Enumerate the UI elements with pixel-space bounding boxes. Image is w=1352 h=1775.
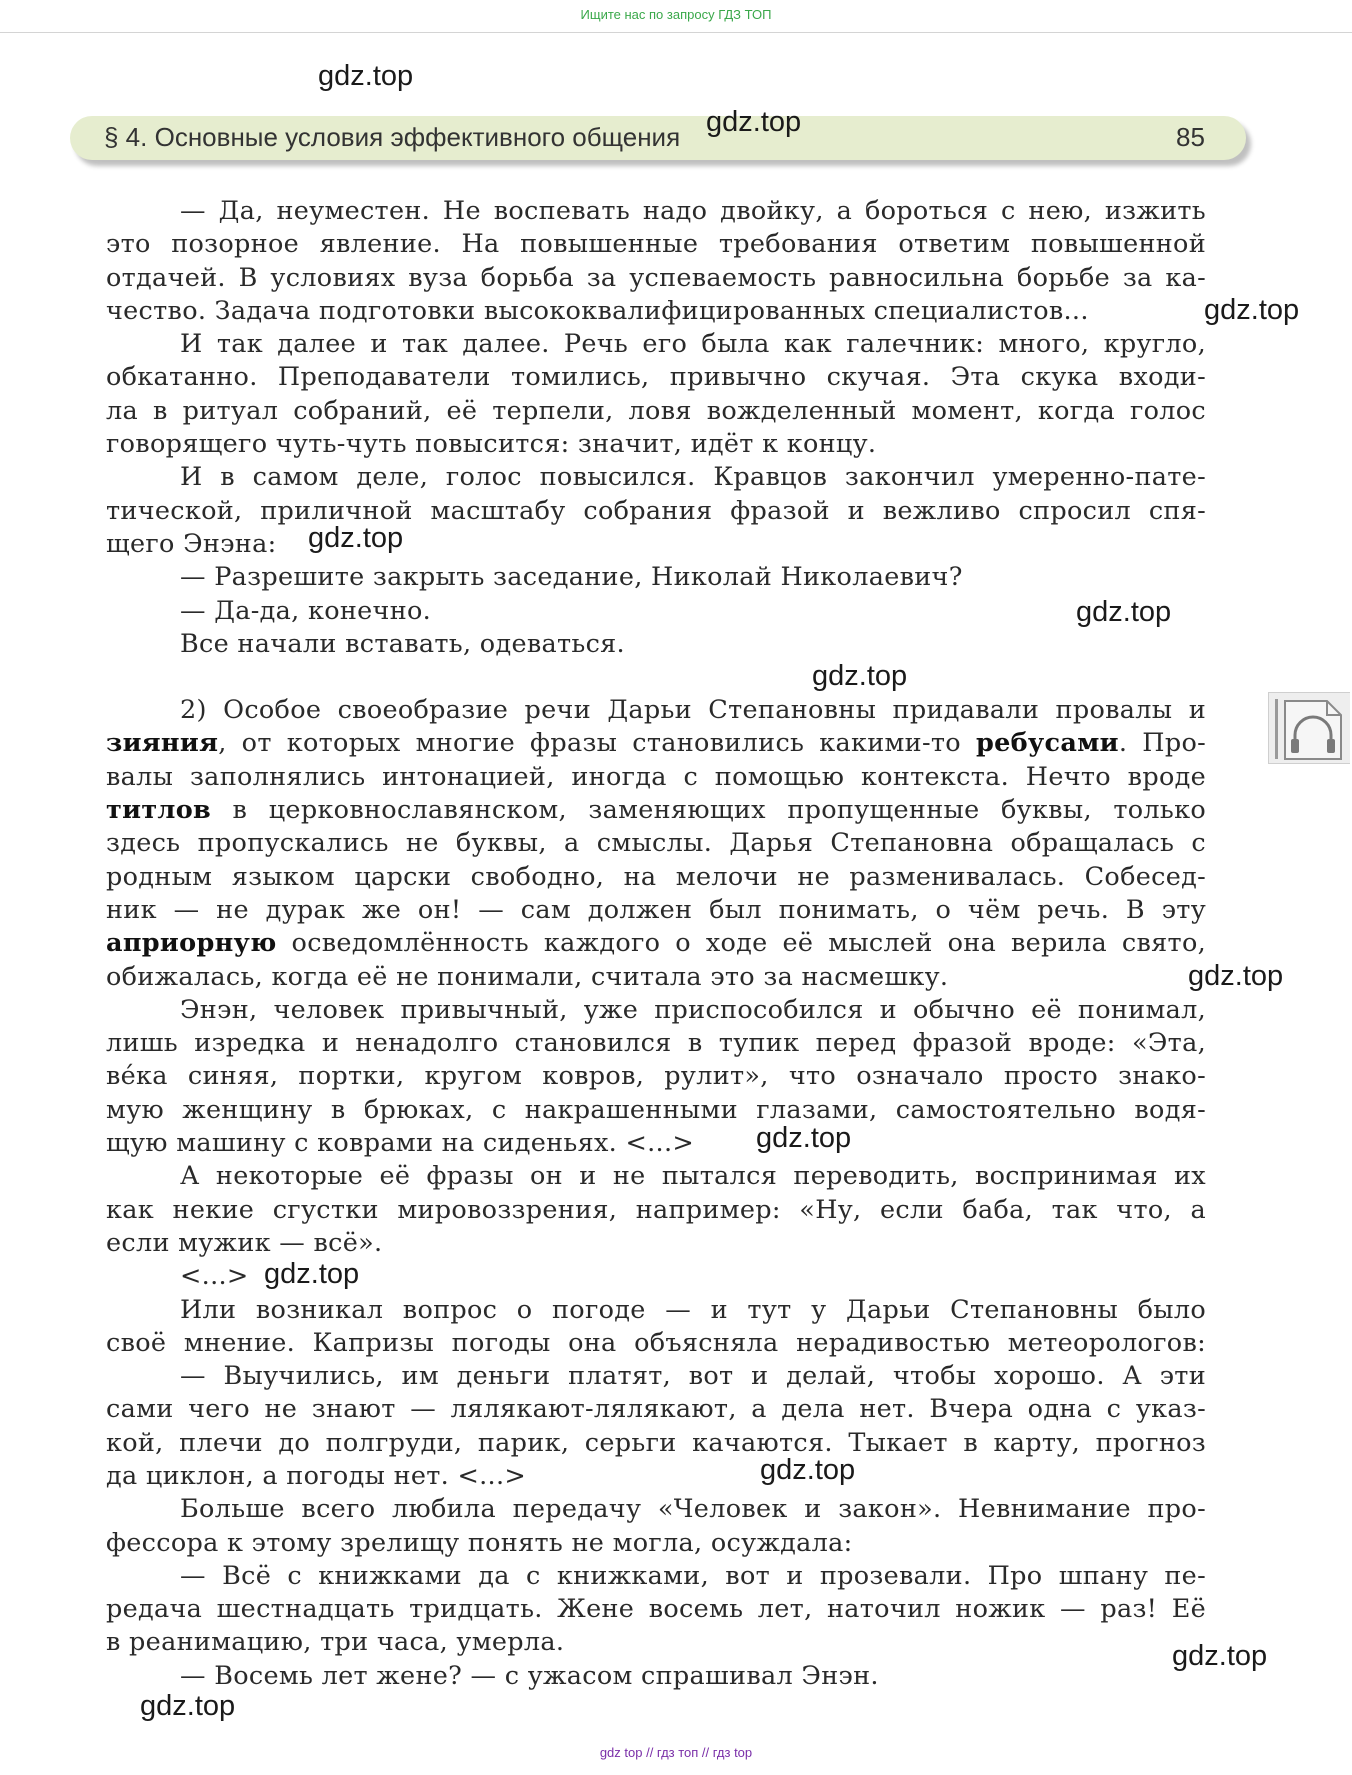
headphones-icon: [1269, 693, 1351, 765]
text-line: — Восемь лет жене? — с ужасом спрашивал Энэн.: [180, 1660, 879, 1691]
text-line: отдачей. В условиях вуза борьба за успеваемость равносильна борьбе за ка-: [106, 262, 1206, 293]
text-line: 2) Особое своеобразие речи Дарьи Степановны придавали провалы и: [180, 695, 1206, 726]
page-title: § 4. Основные условия эффективного общения: [104, 122, 681, 152]
text-line: если мужик — всё».: [106, 1227, 383, 1258]
audio-button[interactable]: [1268, 692, 1350, 764]
text-line: Все начали вставать, одеваться.: [180, 628, 625, 659]
text-line: — Разрешите закрыть заседание, Николай Николаевич?: [180, 562, 963, 593]
text-line: щего Энэна:: [106, 528, 277, 559]
text-line: фессора к этому зрелищу понять не могла, осуждала:: [106, 1527, 853, 1558]
watermark: gdz.top: [264, 1258, 360, 1290]
text-line: валы заполнялись интонацией, иногда с помощью контекста. Нечто вроде: [106, 761, 1206, 792]
page-body: [106, 195, 1206, 1693]
watermark: gdz.top: [318, 60, 414, 92]
text-line: мую женщину в брюках, с накрашенными глазами, самостоятельно водя-: [106, 1094, 1206, 1125]
text-line: Больше всего любила передачу «Человек и закон». Невнимание про-: [180, 1494, 1206, 1525]
text-line: титлов в церковнославянском, заменяющих пропущенные буквы, только: [106, 795, 1206, 826]
text-line: — Да-да, конечно.: [180, 595, 432, 626]
text-line: — Выучились, им деньги платят, вот и делай, чтобы хорошо. А эти: [180, 1361, 1206, 1392]
page-number: 85: [1176, 122, 1205, 152]
text-line: да циклон, а погоды нет. <...>: [106, 1460, 527, 1491]
text-line: в реанимацию, три часа, умерла.: [106, 1627, 565, 1658]
watermark: gdz.top: [760, 1454, 856, 1486]
text-line: И так далее и так далее. Речь его была как галечник: много, кругло,: [180, 329, 1206, 360]
bold-term: ребусами: [975, 728, 1119, 759]
text-line: щую машину с коврами на сиденьях. <...>: [106, 1128, 695, 1159]
top-banner: Ищите нас по запросу ГДЗ ТОП: [0, 0, 1352, 33]
text-line: говорящего чуть-чуть повысится: значит, идёт к концу.: [106, 429, 877, 460]
text-line: ве́ка синяя, портки, кругом ковров, рулит», что означало просто знако-: [106, 1061, 1206, 1092]
watermark: gdz.top: [1188, 960, 1284, 992]
text-line: ник — не дурак же он! — сам должен был понимать, о чём речь. В эту: [106, 894, 1206, 925]
bottom-links[interactable]: gdz top // гдз топ // гдз top: [599, 1745, 753, 1760]
text-line: тической, приличной масштабу собрания фразой и вежливо спросил спя-: [106, 495, 1206, 526]
watermark: gdz.top: [1172, 1640, 1268, 1672]
watermark: gdz.top: [812, 660, 908, 692]
text-line: кой, плечи до полгруди, парик, серьги качаются. Тыкает в карту, прогноз: [106, 1427, 1206, 1458]
text-line: своё мнение. Капризы погоды она объясняла нерадивостью метеорологов:: [106, 1327, 1206, 1358]
text-line: — Всё с книжками да с книжками, вот и прозевали. Про шпану пе-: [180, 1560, 1206, 1591]
bold-term: априорную: [106, 928, 277, 959]
text-line: чество. Задача подготовки высококвалифицированных специалистов...: [106, 295, 1089, 326]
watermark: gdz.top: [1204, 294, 1300, 326]
text-line: зияния, от которых многие фразы становились какими-то ребусами. Про-: [106, 728, 1207, 759]
text-line: обижалась, когда её не понимали, считала это за насмешку.: [106, 961, 949, 992]
text-line: обкатанно. Преподаватели томились, привычно скучая. Эта скука входи-: [106, 362, 1206, 393]
text-line: здесь пропускались не буквы, а смыслы. Дарья Степановна обращалась с: [106, 828, 1206, 859]
text-line: это позорное явление. На повышенные требования ответим повышенной: [106, 229, 1206, 260]
text-line: родным языком царски свободно, на мелочи не разменивалась. Собесед-: [106, 861, 1206, 892]
text-line: <...>: [180, 1261, 249, 1292]
text-line: Или возникал вопрос о погоде — и тут у Дарьи Степановны было: [180, 1294, 1206, 1325]
text-line: Энэн, человек привычный, уже приспособился и обычно её понимал,: [180, 994, 1206, 1025]
watermark: gdz.top: [308, 522, 404, 554]
bold-term: титлов: [106, 795, 212, 826]
text-line: априорную осведомлённость каждого о ходе её мыслей она верила свято,: [106, 928, 1206, 959]
text-line: — Да, неуместен. Не воспевать надо двойку, а бороться с нею, изжить: [180, 196, 1206, 226]
watermark: gdz.top: [1076, 596, 1172, 628]
text-line: И в самом деле, голос повысился. Кравцов закончил умеренно-пате-: [180, 462, 1206, 493]
text-line: ла в ритуал собраний, её терпели, ловя вожделенный момент, когда голос: [106, 395, 1206, 426]
bold-term: зияния: [106, 728, 219, 759]
text-line: сами чего не знают — лялякают-лялякают, а дела нет. Вчера одна с указ-: [106, 1394, 1206, 1425]
text-line: как некие сгустки мировоззрения, например: «Ну, если баба, так что, а: [106, 1194, 1206, 1225]
text-line: А некоторые её фразы он и не пытался переводить, воспринимая их: [180, 1161, 1206, 1192]
text-line: редача шестнадцать тридцать. Жене восемь лет, наточил ножик — раз! Её: [106, 1594, 1206, 1625]
watermark: gdz.top: [140, 1690, 236, 1722]
text-line: лишь изредка и ненадолго становился в тупик перед фразой вроде: «Эта,: [106, 1028, 1206, 1059]
watermark: gdz.top: [756, 1122, 852, 1154]
watermark: gdz.top: [706, 106, 802, 138]
